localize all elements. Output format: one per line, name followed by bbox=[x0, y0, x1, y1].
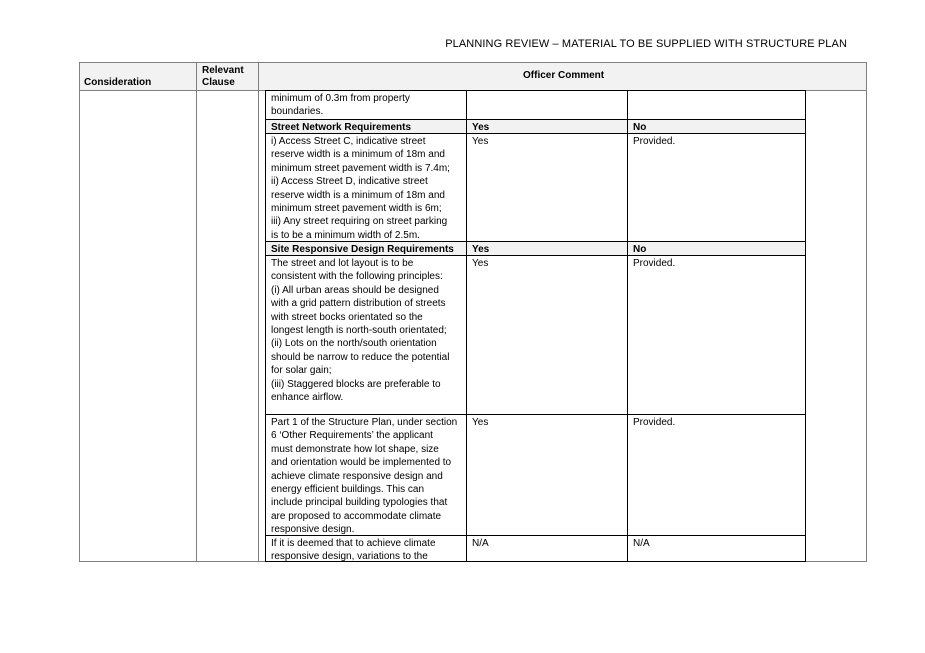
section-heading: Street Network Requirements bbox=[271, 122, 412, 133]
comment-cell: Provided. bbox=[627, 256, 806, 414]
page-header-title: PLANNING REVIEW – MATERIAL TO BE SUPPLIED WITH STRUCTURE PLAN bbox=[445, 38, 847, 50]
comment-cell: Provided. bbox=[627, 415, 806, 536]
consideration-header: Consideration bbox=[84, 77, 152, 88]
yes-cell: N/A bbox=[466, 536, 627, 561]
yes-heading: Yes bbox=[466, 120, 627, 133]
yes-cell: Yes bbox=[466, 134, 627, 241]
table-row bbox=[265, 255, 806, 414]
review-table bbox=[79, 62, 867, 562]
no-cell bbox=[627, 91, 806, 119]
yes-cell bbox=[466, 91, 627, 119]
table-row bbox=[265, 133, 806, 241]
requirement-text: The street and lot layout is to be consistent with the following principles: (i) All urban areas should be designed with a grid pattern distribution of streets with street bocks orientated so the longest length is north-south orientated; (ii) Lots on the north/south orientation should be narrow to reduce the potential for solar gain; (iii) Staggered blocks are preferable to enhance airflow. bbox=[271, 258, 450, 404]
table-row bbox=[265, 119, 806, 133]
requirement-text: Part 1 of the Structure Plan, under section 6 ‘Other Requirements’ the applicant must demonstrate how lot shape, size and orientation would be implemented to achieve climate responsive design and energy efficient buildings. This can include principal building typologies that are proposed to accommodate climate responsive design. bbox=[271, 417, 458, 536]
officer-comment-header: Officer Comment bbox=[523, 70, 605, 81]
table-row bbox=[265, 414, 806, 536]
section-heading: Site Responsive Design Requirements bbox=[271, 244, 454, 255]
yes-cell: Yes bbox=[466, 256, 627, 414]
table-header-row bbox=[80, 63, 866, 91]
yes-heading: Yes bbox=[466, 242, 627, 255]
requirement-text: If it is deemed that to achieve climate responsive design, variations to the bbox=[271, 538, 436, 563]
no-heading: No bbox=[627, 242, 806, 255]
table-row bbox=[265, 535, 806, 562]
column-divider bbox=[196, 63, 197, 561]
requirement-text: i) Access Street C, indicative street reserve width is a minimum of 18m and minimum street pavement width is 7.4m; ii) Access Street D, indicative street reserve width is a minimum of 18m and minimum street pavement width is 6m; iii) Any street requiring on street parking is to be a minimum width of 2.5m. bbox=[271, 136, 450, 241]
comment-cell: N/A bbox=[627, 536, 806, 561]
comment-cell: Provided. bbox=[627, 134, 806, 241]
yes-cell: Yes bbox=[466, 415, 627, 536]
table-row bbox=[265, 90, 806, 119]
column-divider bbox=[258, 63, 259, 561]
relevant-clause-header: Relevant Clause bbox=[202, 65, 244, 88]
requirement-text: minimum of 0.3m from property boundaries. bbox=[271, 93, 410, 118]
no-heading: No bbox=[627, 120, 806, 133]
table-row bbox=[265, 241, 806, 255]
